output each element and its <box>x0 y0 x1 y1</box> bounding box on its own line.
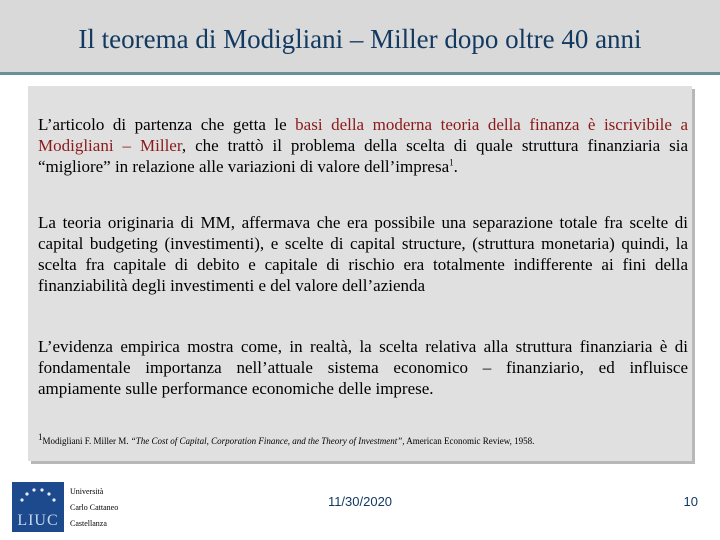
liuc-logo <box>12 482 64 532</box>
paragraph-1-text-d: . <box>453 157 458 176</box>
footnote-source: , American Economic Review, 1958. <box>402 436 535 446</box>
slide-date: 11/30/2020 <box>327 494 393 509</box>
footnote <box>38 432 688 446</box>
university-line-3: Castellanza <box>70 519 107 528</box>
paragraph-1-text-c: , che trattò il problema della scelta di quale struttura finanziaria sia “migliore” in relazione alle variazioni di valore dell’impresa <box>38 136 688 176</box>
paragraph-3: L’evidenza empirica mostra come, in realtà, la scelta relativa alla struttura finanziaria è di fondamentale importanza nell’attuale sistema economico – finanziario, ed influisce ampiamente sulle performance economiche delle imprese. <box>38 337 688 398</box>
slide-title: Il teorema di Modigliani – Miller dopo oltre 40 anni <box>78 24 642 54</box>
paragraph-2: La teoria originaria di MM, affermava che era possibile una separazione totale fra scelte di capital budgeting (investimenti), e scelte di capital structure, (struttura monetaria) quindi, la scelta fra capitale di debito e capitale di rischio era totalmente indifferente ai fini della finanziabilità degli investimenti e del valore dell’azienda <box>38 213 688 295</box>
university-name <box>70 484 160 532</box>
paragraph-1-text-a: L’articolo di partenza che getta le <box>38 115 296 134</box>
stars-icon <box>18 486 58 506</box>
paragraph-1 <box>38 114 688 177</box>
page-number: 10 <box>683 494 698 509</box>
footnote-mark: 1 <box>38 432 43 442</box>
logo-text: LIUC <box>17 512 59 529</box>
title-bar <box>0 0 720 75</box>
content-box <box>28 86 692 461</box>
footnote-reference: 1 <box>449 157 454 168</box>
footnote-authors: Modigliani F. Miller M. <box>42 436 131 446</box>
paragraph-1-highlight: basi della moderna teoria della finanza è iscrivibile a Modigliani – Miller <box>38 115 688 155</box>
university-line-1: Università <box>70 487 104 496</box>
footnote-title: “The Cost of Capital, Corporation Finance, and the Theory of Investment” <box>130 436 403 446</box>
university-line-2: Carlo Cattaneo <box>70 503 119 512</box>
